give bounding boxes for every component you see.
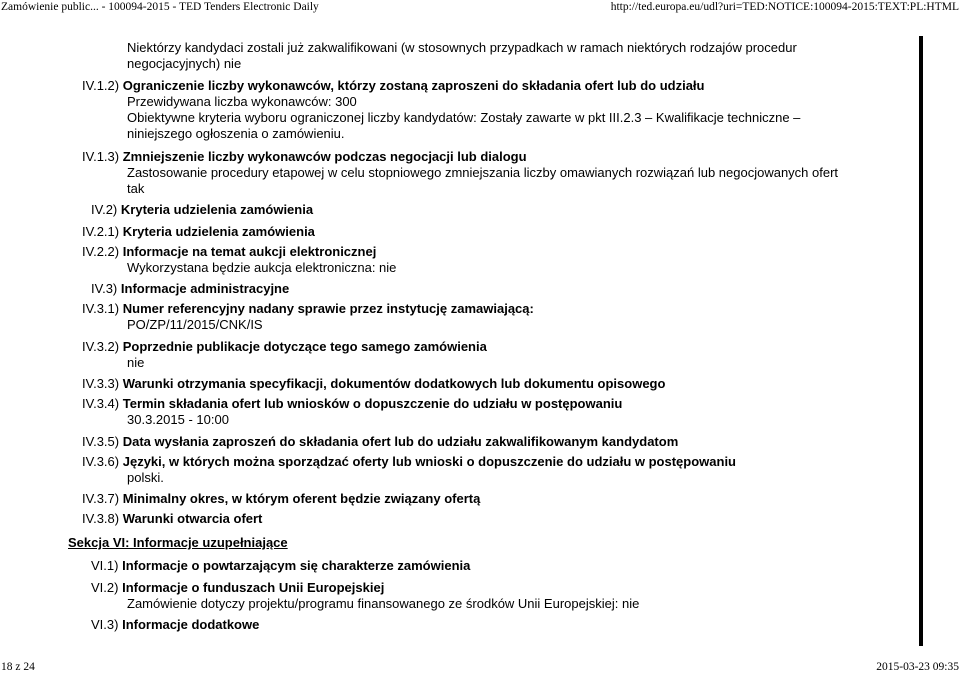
section-title: Data wysłania zaproszeń do składania ofert lub do udziału zakwalifikowanym kandydatom [122, 434, 679, 449]
section-title: Informacje o powtarzającym się charakterze zamówienia [122, 558, 471, 573]
section-iv-3-7-heading [82, 491, 480, 507]
section-iv-3-2-heading [82, 339, 487, 355]
section-title: Kryteria udzielenia zamówienia [120, 202, 314, 217]
section-iv-2-heading [91, 202, 313, 218]
section-title: Ograniczenie liczby wykonawców, którzy zostaną zaproszeni do składania ofert lub do udziału [122, 78, 705, 93]
section-iv-3-heading [91, 281, 289, 297]
text-line: Zastosowanie procedury etapowej w celu stopniowego zmniejszania liczby omawianych rozwiązań lub negocjowanych ofert [127, 165, 839, 180]
page-counter: 18 z 24 [1, 661, 35, 673]
section-vi-3-heading [91, 617, 259, 633]
section-number: IV.3.4) [82, 396, 120, 411]
section-iv-3-1-heading [82, 301, 534, 317]
section-number: VI.2) [91, 580, 119, 595]
section-number: IV.3) [91, 281, 118, 296]
section-number: IV.3.7) [82, 491, 120, 506]
text-line: tak [127, 181, 145, 196]
section-number: IV.3.2) [82, 339, 120, 354]
section-number: IV.3.3) [82, 376, 120, 391]
section-iv-3-8-heading [82, 511, 262, 527]
print-header [0, 0, 960, 14]
section-number: IV.2.1) [82, 224, 120, 239]
section-iv-2-1-heading [82, 224, 315, 240]
text-line: Obiektywne kryteria wyboru ograniczonej liczby kandydatów: Zostały zawarte w pkt III.2.3 – Kwalifikacje techniczne – [127, 110, 801, 125]
section-title: Zmniejszenie liczby wykonawców podczas negocjacji lub dialogu [122, 149, 527, 164]
section-number: IV.3.8) [82, 511, 120, 526]
section-title: Poprzednie publikacje dotyczące tego samego zamówienia [122, 339, 487, 354]
language-value: polski. [127, 470, 164, 485]
section-iv-1-2-heading [82, 78, 704, 94]
text-line: Przewidywana liczba wykonawców: 300 [127, 94, 357, 109]
section-title: Warunki otwarcia ofert [122, 511, 263, 526]
section-vi-2-heading [91, 580, 384, 596]
text-line: Zamówienie dotyczy projektu/programu finansowanego ze środków Unii Europejskiej: nie [127, 596, 640, 611]
text-line: niniejszego ogłoszenia o zamówieniu. [127, 126, 345, 141]
section-iv-1-3-heading [82, 149, 527, 165]
section-iv-3-4-heading [82, 396, 622, 412]
reference-number: PO/ZP/11/2015/CNK/IS [127, 317, 263, 332]
section-title: Informacje administracyjne [120, 281, 290, 296]
section-iv-3-5-heading [82, 434, 678, 450]
section-title: Informacje dodatkowe [122, 617, 260, 632]
section-title: Informacje o funduszach Unii Europejskiej [122, 580, 385, 595]
section-number: IV.2.2) [82, 244, 120, 259]
deadline-value: 30.3.2015 - 10:00 [127, 412, 229, 427]
section-number: VI.3) [91, 617, 119, 632]
section-number: IV.3.5) [82, 434, 120, 449]
section-title: Warunki otrzymania specyfikacji, dokumentów dodatkowych lub dokumentu opisowego [122, 376, 666, 391]
text-line: Niektórzy kandydaci zostali już zakwalifikowani (w stosownych przypadkach w ramach niektórych rodzajów procedur [127, 40, 797, 55]
section-vi-1-heading [91, 558, 470, 574]
section-number: IV.3.6) [82, 454, 120, 469]
right-margin-rule [919, 36, 923, 646]
section-iv-3-6-heading [82, 454, 736, 470]
section-title: Informacje na temat aukcji elektronicznej [122, 244, 377, 259]
text-line: nie [127, 355, 145, 370]
section-title: Termin składania ofert lub wniosków o dopuszczenie do udziału w postępowaniu [122, 396, 623, 411]
section-title: Kryteria udzielenia zamówienia [122, 224, 315, 239]
text-line: negocjacyjnych) nie [127, 56, 242, 71]
section-number: VI.1) [91, 558, 119, 573]
text-line: Wykorzystana będzie aukcja elektroniczna: nie [127, 260, 397, 275]
section-number: IV.3.1) [82, 301, 120, 316]
section-iv-3-3-heading [82, 376, 665, 392]
section-number: IV.1.2) [82, 78, 120, 93]
page-title: Zamówienie public... - 100094-2015 - TED Tenders Electronic Daily [1, 1, 319, 13]
section-title: Języki, w których można sporządzać oferty lub wnioski o dopuszczenie do udziału w postępowaniu [122, 454, 737, 469]
print-timestamp: 2015-03-23 09:35 [876, 661, 959, 673]
section-number: IV.2) [91, 202, 118, 217]
print-footer [0, 660, 960, 674]
section-vi-title: Sekcja VI: Informacje uzupełniające [68, 535, 288, 550]
section-number: IV.1.3) [82, 149, 120, 164]
page-url[interactable]: http://ted.europa.eu/udl?uri=TED:NOTICE:100094-2015:TEXT:PL:HTML [610, 1, 959, 13]
section-title: Minimalny okres, w którym oferent będzie związany ofertą [122, 491, 481, 506]
section-iv-2-2-heading [82, 244, 376, 260]
section-title: Numer referencyjny nadany sprawie przez instytucję zamawiającą: [122, 301, 534, 316]
